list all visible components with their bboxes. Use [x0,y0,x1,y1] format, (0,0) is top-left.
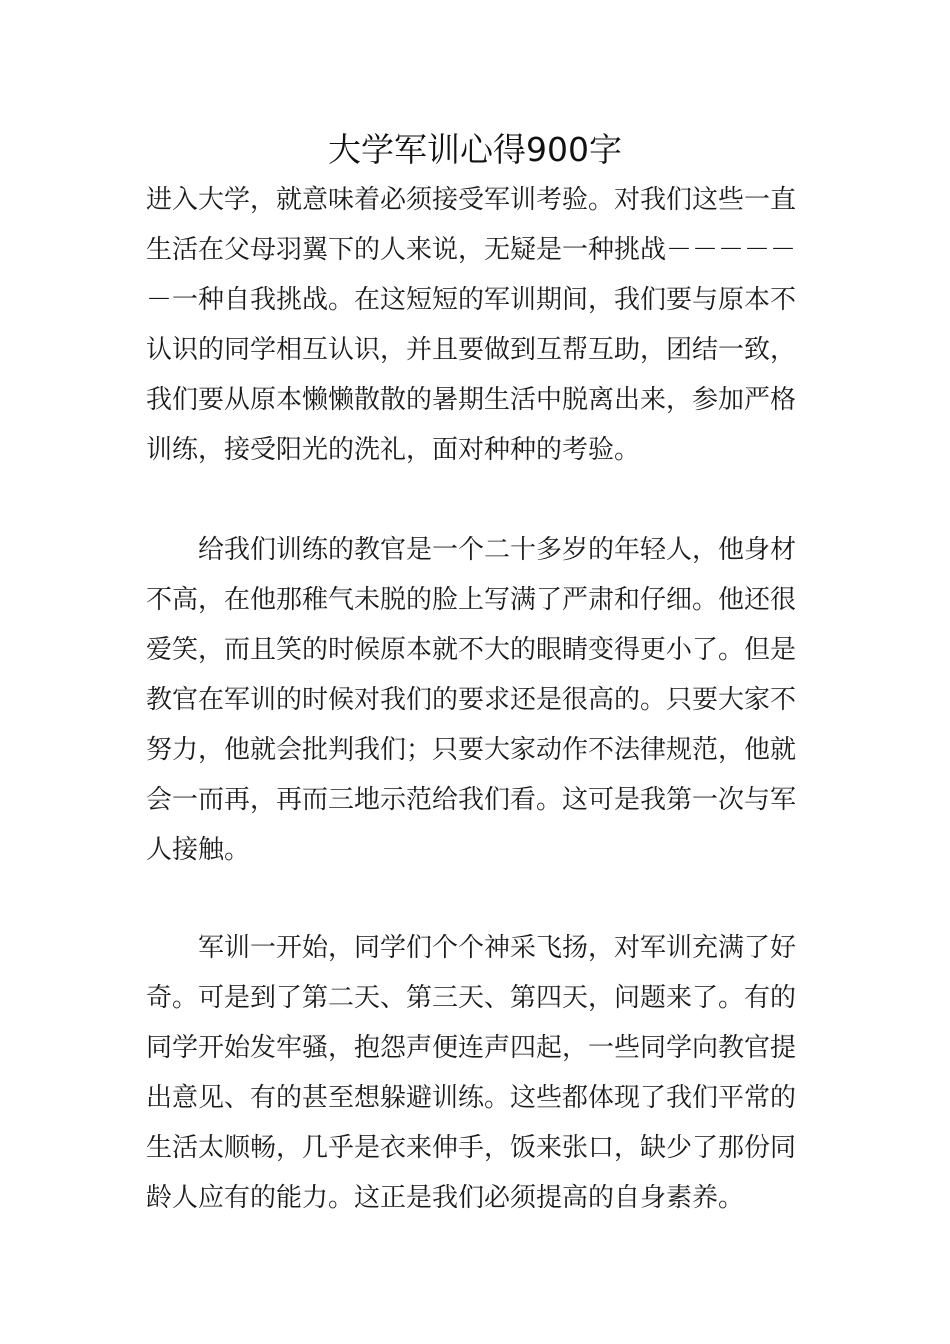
text-line: 同学开始发牢骚，抱怨声便连声四起，一些同学向教官提 [146,1033,797,1063]
text-line: 龄人应有的能力。这正是我们必须提高的自身素养。 [146,1183,745,1213]
text-line: 出意见、有的甚至想躲避训练。这些都体现了我们平常的 [146,1083,797,1113]
text-line: 训练，接受阳光的洗礼，面对种种的考验。 [146,435,641,465]
text-line: －一种自我挑战。在这短短的军训期间，我们要与原本不 [146,285,797,315]
text-line: 会一而再，再而三地示范给我们看。这可是我第一次与军 [146,785,797,815]
text-line: 军训一开始，同学们个个神采飞扬，对军训充满了好 [146,933,797,963]
text-line: 不高，在他那稚气未脱的脸上写满了严肃和仔细。他还很 [146,585,797,615]
text-line: 教官在军训的时候对我们的要求还是很高的。只要大家不 [146,685,797,715]
text-line: 人接触。 [146,835,251,865]
text-line: 生活在父母羽翼下的人来说，无疑是一种挑战－－－－－ [146,235,797,265]
text-line: 爱笑，而且笑的时候原本就不大的眼睛变得更小了。但是 [146,635,797,665]
text-line: 生活太顺畅，几乎是衣来伸手，饭来张口，缺少了那份同 [146,1133,797,1163]
text-line: 认识的同学相互认识，并且要做到互帮互助，团结一致， [146,335,797,365]
text-line: 给我们训练的教官是一个二十多岁的年轻人，他身材 [146,535,797,565]
text-line: 努力，他就会批判我们；只要大家动作不法律规范，他就 [146,735,797,765]
text-line: 进入大学，就意味着必须接受军训考验。对我们这些一直 [146,185,797,215]
text-line: 奇。可是到了第二天、第三天、第四天，问题来了。有的 [146,983,797,1013]
document-title: 大学军训心得900字 [328,130,622,169]
text-line: 我们要从原本懒懒散散的暑期生活中脱离出来，参加严格 [146,385,797,415]
